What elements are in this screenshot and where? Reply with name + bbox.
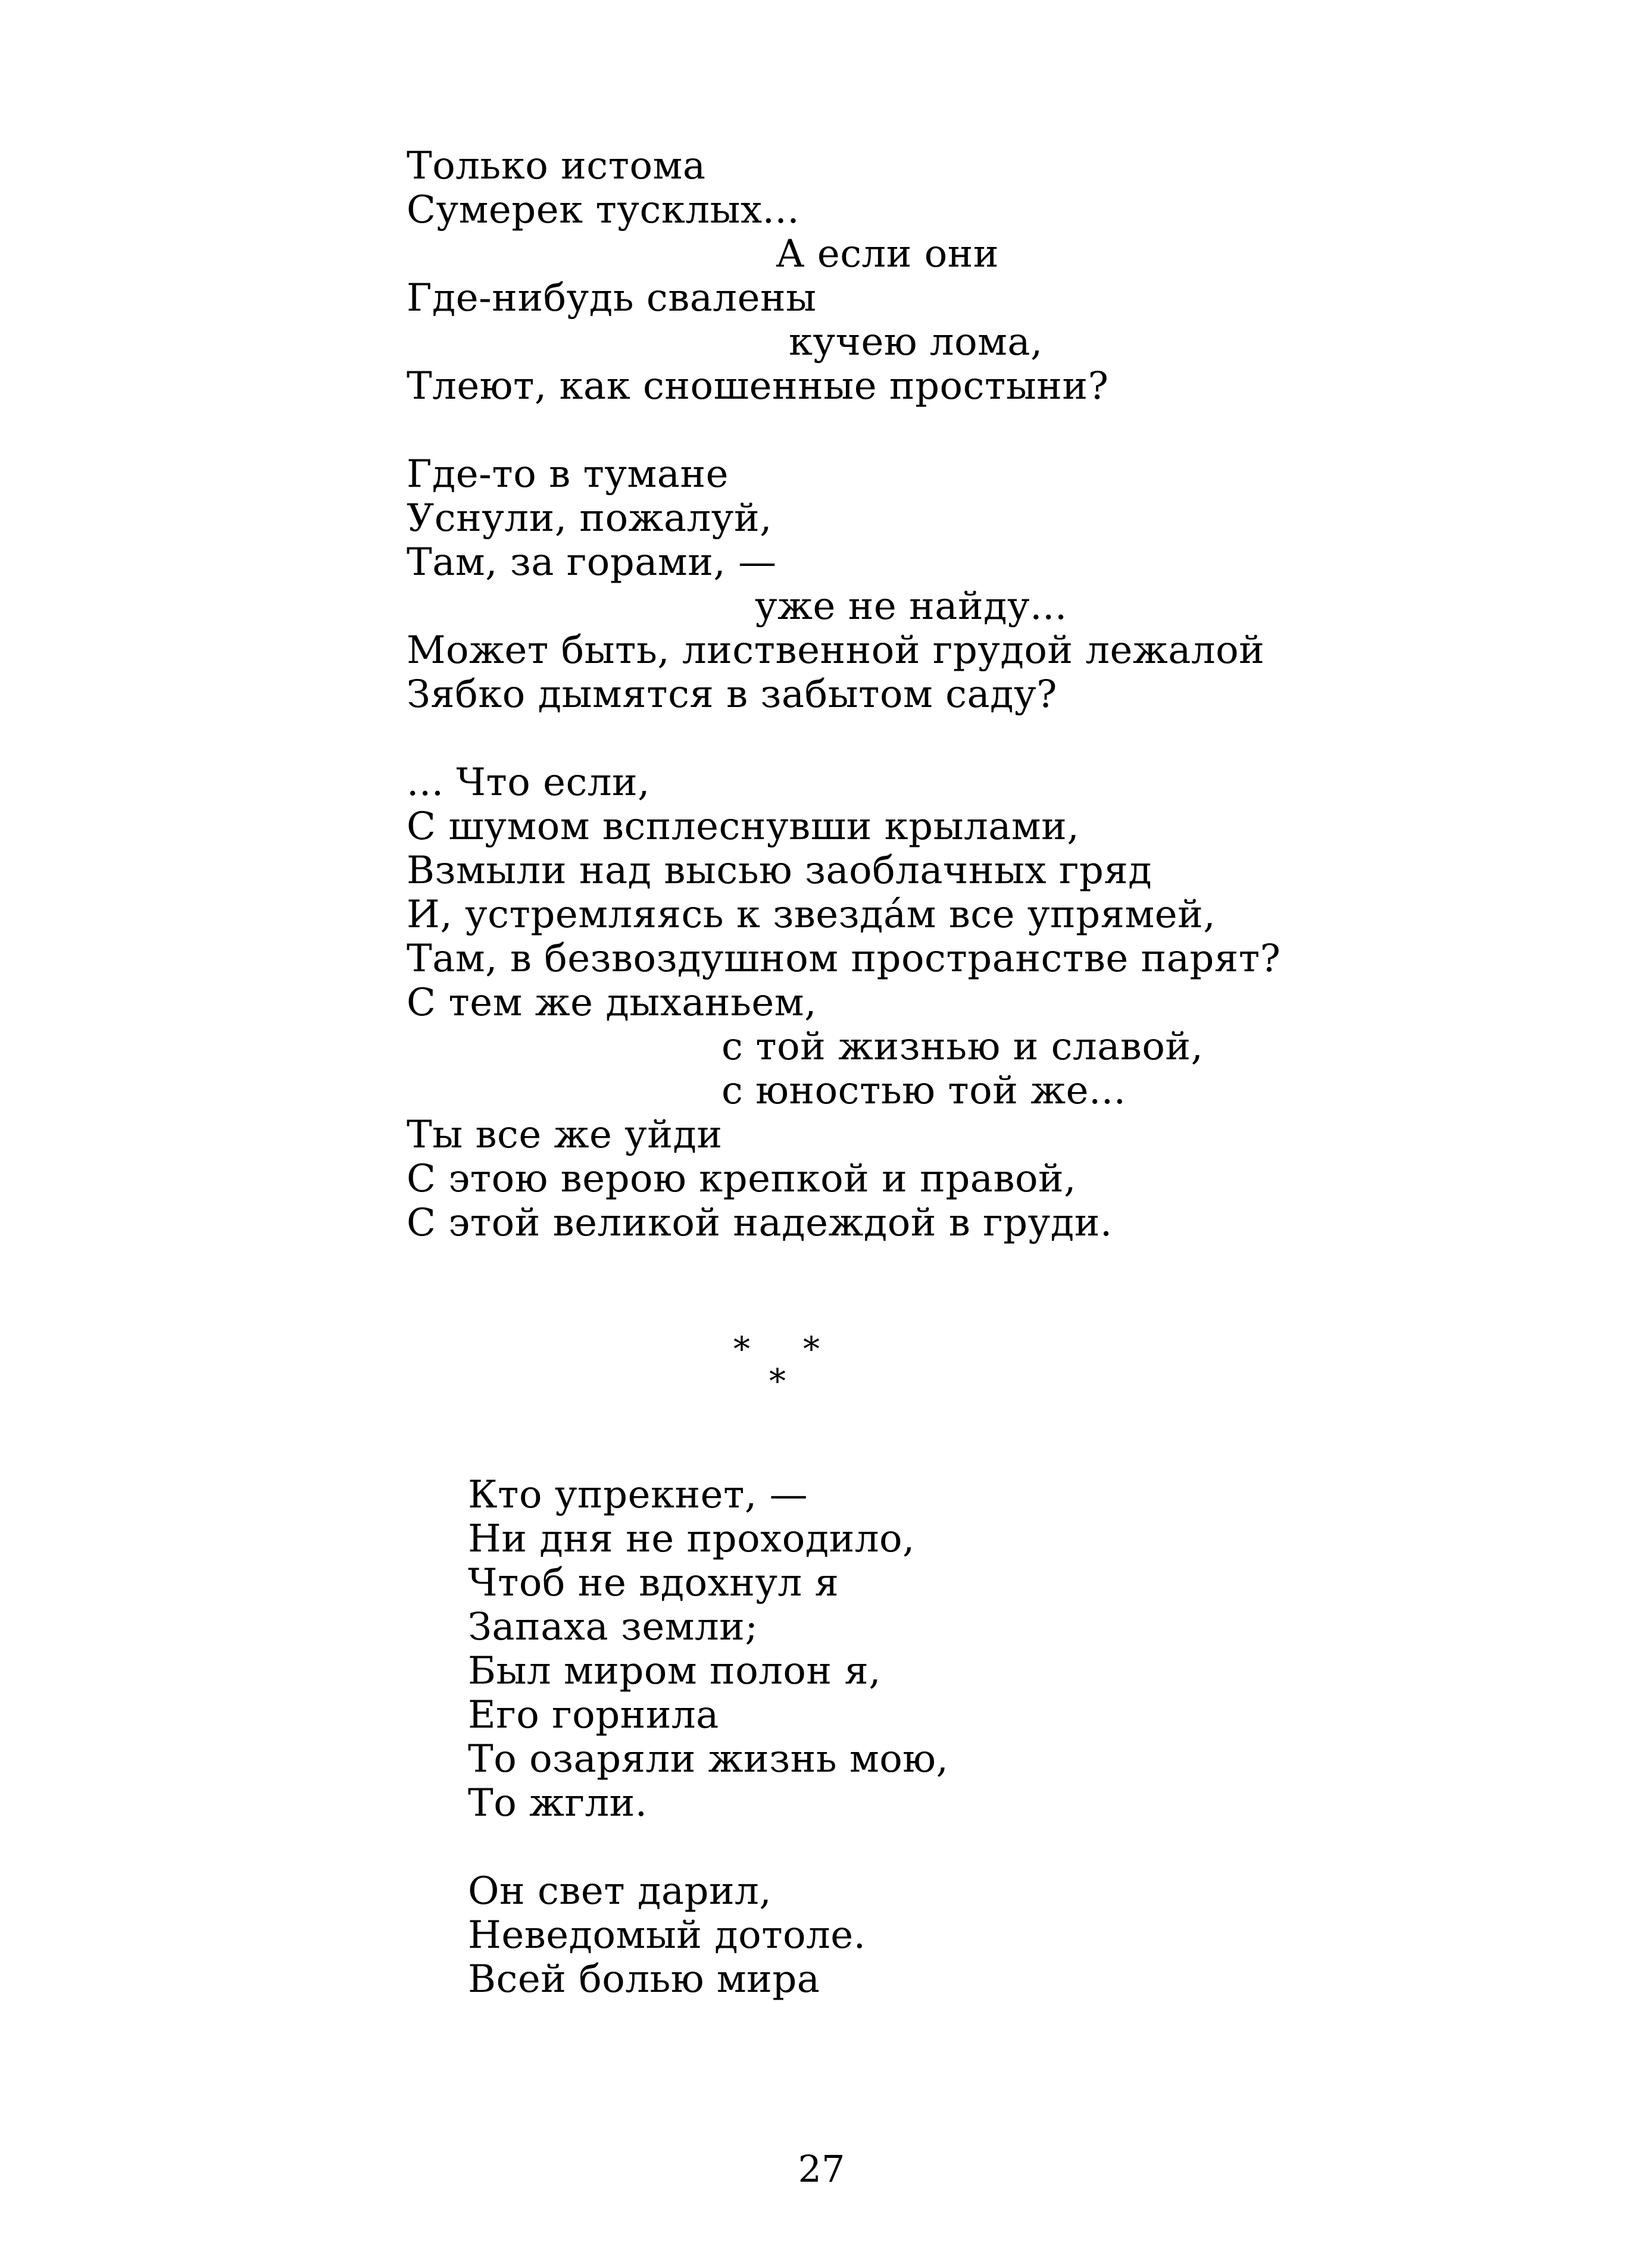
verse-line: Запаха земли; (468, 1605, 758, 1649)
verse-line: Только истома (407, 144, 706, 188)
verse-line: Уснули, пожалуй, (407, 496, 772, 540)
verse-line: ... Что если, (407, 761, 650, 805)
verse-line: уже не найду... (755, 584, 1067, 628)
verse-line: Кто упрекнет, — (468, 1473, 808, 1517)
verse-line: Где-то в тумане (407, 452, 729, 496)
stanza (468, 1869, 1182, 2001)
poem-continued (407, 144, 1300, 1245)
verse-line: С тем же дыханьем, (407, 981, 817, 1025)
stanza-gap (407, 717, 1300, 761)
verse-line: с юностью той же... (721, 1069, 1126, 1113)
verse-line: Там, за горами, — (407, 540, 777, 584)
verse-line: Был миром полон я, (468, 1649, 882, 1693)
verse-line: Тлеют, как сношенные простыни? (407, 364, 1109, 408)
page-number: 27 (798, 2147, 845, 2191)
verse-line: с той жизнью и славой, (721, 1025, 1204, 1069)
stanza-gap (468, 1825, 1182, 1869)
verse-line: Всей болью мира (468, 1957, 820, 2001)
asterisk-mark: * (803, 1330, 820, 1369)
asterisk-mark: * (769, 1362, 786, 1401)
verse-line: Он свет дарил, (468, 1869, 772, 1913)
verse-line: Там, в безвоздушном пространстве парят? (407, 937, 1281, 981)
verse-line: Сумерек тусклых... (407, 188, 800, 232)
stanza-gap (407, 408, 1300, 452)
stanza (407, 452, 1300, 717)
verse-line: Где-нибудь свалены (407, 276, 817, 320)
verse-line: С этой великой надеждой в груди. (407, 1201, 1113, 1245)
asterism-divider (732, 1330, 827, 1401)
verse-line: Взмыли над высью заоблачных гряд (407, 849, 1152, 893)
stanza (407, 144, 1300, 408)
verse-line: Зябко дымятся в забытом саду? (407, 672, 1057, 717)
verse-line: Его горнила (468, 1693, 719, 1737)
stanza (468, 1473, 1182, 1825)
verse-line: То жгли. (468, 1781, 648, 1825)
stanza (407, 761, 1300, 1245)
poem-untitled (468, 1473, 1182, 2001)
verse-line: То озаряли жизнь мою, (468, 1737, 949, 1781)
verse-line: кучею лома, (789, 320, 1043, 364)
asterisk-mark: * (733, 1330, 750, 1369)
verse-line: Ни дня не проходило, (468, 1517, 915, 1561)
verse-line: С этою верою крепкой и правой, (407, 1157, 1076, 1201)
verse-line: И, устремляясь к звездáм все упрямей, (407, 893, 1216, 937)
verse-line: Ты все же уйди (407, 1113, 723, 1157)
verse-line: Чтоб не вдохнул я (468, 1561, 839, 1605)
verse-line: Может быть, лиственной грудой лежалой (407, 628, 1265, 672)
verse-line: А если они (776, 232, 999, 276)
verse-line: С шумом всплеснувши крылами, (407, 805, 1080, 849)
verse-line: Неведомый дотоле. (468, 1913, 866, 1957)
